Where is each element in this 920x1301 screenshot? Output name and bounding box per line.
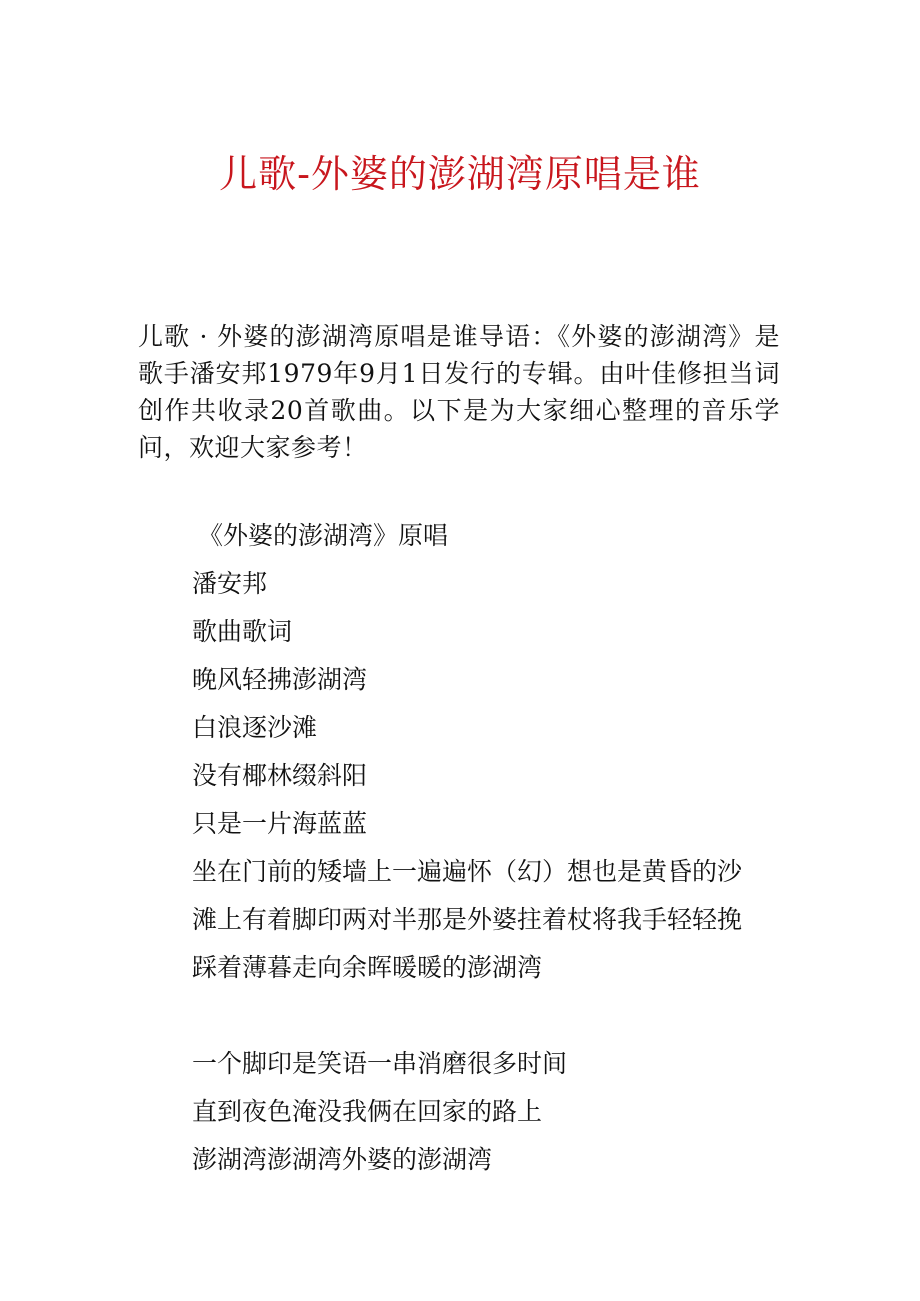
lyric-line: 澎湖湾澎湖湾外婆的澎湖湾 — [192, 1145, 493, 1174]
lyrics-section-2 — [192, 1040, 792, 1184]
lyric-line: 没有椰林缀斜阳 — [192, 761, 368, 790]
lyric-line: 白浪逐沙滩 — [192, 713, 318, 742]
lyric-line: 一个脚印是笑语一串消磨很多时间 — [192, 1049, 568, 1078]
lyric-line: 晚风轻拂澎湖湾 — [192, 665, 368, 694]
lyric-line: 踩着薄暮走向余晖暖暖的澎湖湾 — [192, 953, 543, 982]
singer-name: 潘安邦 — [192, 569, 268, 598]
page-title: 儿歌-外婆的澎湖湾原唱是谁 — [219, 152, 701, 196]
lyric-line: 坐在门前的矮墙上一遍遍怀（幻）想也是黄昏的沙 — [192, 857, 743, 886]
lyric-line: 直到夜色淹没我俩在回家的路上 — [192, 1097, 543, 1126]
lyrics-section-1 — [192, 512, 792, 992]
lyrics-heading: 《外婆的澎湖湾》原唱 — [198, 521, 449, 550]
lyrics-label: 歌曲歌词 — [192, 617, 293, 646]
lyric-line: 滩上有着脚印两对半那是外婆拄着杖将我手轻轻挽 — [192, 905, 743, 934]
lyric-line: 只是一片海蓝蓝 — [192, 809, 368, 838]
intro-paragraph: 儿歌 · 外婆的澎湖湾原唱是谁导语：《外婆的澎湖湾》是歌手潘安邦1979年9月1日发行的专辑。由叶佳修担当词创作共收录20首歌曲。以下是为大家细心整理的音乐学问，欢迎大家参考！ — [138, 322, 780, 462]
